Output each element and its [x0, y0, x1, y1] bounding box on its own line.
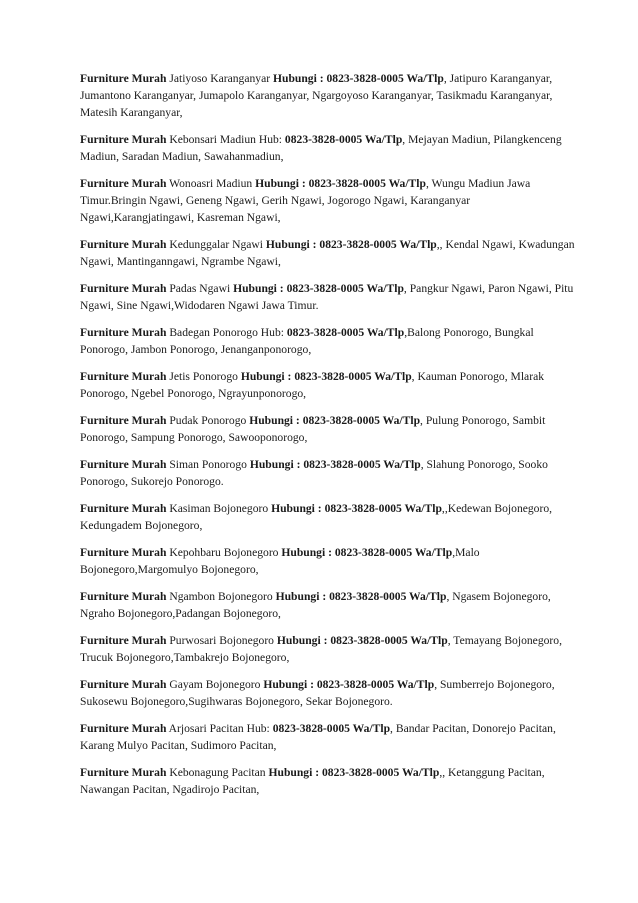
paragraph-rest: ,Malo Bojonegoro,Margomulyo Bojonegoro, — [80, 546, 480, 576]
paragraph-title: Furniture Murah — [80, 502, 167, 515]
paragraph-contact: Hubungi : 0823-3828-0005 Wa/Tlp — [240, 370, 412, 383]
paragraph — [80, 720, 580, 754]
paragraph-title: Furniture Murah — [80, 133, 167, 146]
paragraph-lead: Pudak Ponorogo — [166, 414, 250, 427]
paragraph-title: Furniture Murah — [80, 282, 167, 295]
paragraph-title: Furniture Murah — [80, 326, 167, 339]
paragraph-lead: Purwosari Bojonegoro — [166, 634, 277, 647]
paragraph-contact: 0823-3828-0005 Wa/Tlp — [286, 326, 405, 339]
paragraph — [80, 175, 580, 226]
paragraph-contact: Hubungi : 0823-3828-0005 Wa/Tlp — [249, 414, 421, 427]
paragraph-title: Furniture Murah — [80, 414, 167, 427]
paragraph-title: Furniture Murah — [80, 590, 167, 603]
paragraph-title: Furniture Murah — [80, 678, 167, 691]
paragraph-rest: , Mejayan Madiun, Pilangkenceng Madiun, Saradan Madiun, Sawahanmadiun, — [80, 133, 562, 163]
paragraph — [80, 588, 580, 622]
paragraph-rest: ,, Kendal Ngawi, Kwadungan Ngawi, Mantinganngawi, Ngrambe Ngawi, — [80, 238, 575, 268]
paragraph-rest: , Temayang Bojonegoro, Trucuk Bojonegoro,Tambakrejo Bojonegoro, — [80, 634, 562, 664]
paragraph-contact: Hubungi : 0823-3828-0005 Wa/Tlp — [268, 766, 440, 779]
paragraph-lead: Siman Ponorogo — [166, 458, 250, 471]
paragraph-title: Furniture Murah — [80, 766, 167, 779]
paragraph-rest: , Sumberrejo Bojonegoro, Sukosewu Bojonegoro,Sugihwaras Bojonegoro, Sekar Bojonegoro. — [80, 678, 555, 708]
paragraph — [80, 544, 580, 578]
paragraph-lead: Kepohbaru Bojonegoro — [166, 546, 282, 559]
paragraph-rest: , Jatipuro Karanganyar, Jumantono Karanganyar, Jumapolo Karanganyar, Ngargoyoso Karanganyar, Tasikmadu Karanganyar, Matesih Karanganyar, — [80, 72, 553, 119]
paragraph-contact: Hubungi : 0823-3828-0005 Wa/Tlp — [233, 282, 404, 295]
paragraph-lead: Padas Ngawi — [166, 282, 234, 295]
paragraph-lead: Ngambon Bojonegoro — [166, 590, 276, 603]
paragraph-rest: , Ngasem Bojonegoro, Ngraho Bojonegoro,Padangan Bojonegoro, — [80, 590, 551, 620]
paragraph-contact: Hubungi : 0823-3828-0005 Wa/Tlp — [255, 177, 426, 190]
paragraph-lead: Kebonagung Pacitan — [166, 766, 269, 779]
paragraph-title: Furniture Murah — [80, 546, 167, 559]
paragraph-title: Furniture Murah — [80, 370, 167, 383]
paragraph-rest: , Slahung Ponorogo, Sooko Ponorogo, Sukorejo Ponorogo. — [80, 458, 548, 488]
paragraph-rest: , Bandar Pacitan, Donorejo Pacitan, Karang Mulyo Pacitan, Sudimoro Pacitan, — [80, 722, 556, 752]
paragraph-rest: ,, Ketanggung Pacitan, Nawangan Pacitan, Ngadirojo Pacitan, — [80, 766, 545, 796]
paragraph-lead: Kasiman Bojonegoro — [166, 502, 272, 515]
paragraph — [80, 324, 580, 358]
document-page — [80, 70, 580, 808]
paragraph-lead: Badegan Ponorogo Hub: — [166, 326, 287, 339]
paragraph — [80, 368, 580, 402]
paragraph-contact: Hubungi : 0823-3828-0005 Wa/Tlp — [263, 678, 435, 691]
paragraph — [80, 632, 580, 666]
paragraph-title: Furniture Murah — [80, 238, 167, 251]
paragraph-contact: Hubungi : 0823-3828-0005 Wa/Tlp — [275, 590, 447, 603]
paragraph — [80, 236, 580, 270]
paragraph — [80, 456, 580, 490]
paragraph — [80, 764, 580, 798]
paragraph-contact: 0823-3828-0005 Wa/Tlp — [284, 133, 403, 146]
paragraph-title: Furniture Murah — [80, 722, 167, 735]
paragraph-rest: , Wungu Madiun Jawa Timur.Bringin Ngawi, Geneng Ngawi, Gerih Ngawi, Jogorogo Ngawi, Karanganyar Ngawi,Karangjatingawi, Kasreman Ngawi, — [80, 177, 531, 224]
paragraph-contact: Hubungi : 0823-3828-0005 Wa/Tlp — [273, 72, 444, 85]
paragraph-lead: Gayam Bojonegoro — [166, 678, 264, 691]
paragraph-title: Furniture Murah — [80, 458, 167, 471]
paragraph — [80, 70, 580, 121]
paragraph-title: Furniture Murah — [80, 72, 167, 85]
paragraph-rest: ,Balong Ponorogo, Bungkal Ponorogo, Jambon Ponorogo, Jenanganponorogo, — [80, 326, 534, 356]
paragraph-title: Furniture Murah — [80, 177, 167, 190]
paragraph-title: Furniture Murah — [80, 634, 167, 647]
paragraph-lead: Arjosari Pacitan Hub: — [166, 722, 273, 735]
paragraph-contact: 0823-3828-0005 Wa/Tlp — [272, 722, 391, 735]
paragraph-lead: Jetis Ponorogo — [166, 370, 241, 383]
paragraph — [80, 412, 580, 446]
paragraph-rest: ,,Kedewan Bojonegoro, Kedungadem Bojonegoro, — [80, 502, 553, 532]
paragraph-contact: Hubungi : 0823-3828-0005 Wa/Tlp — [265, 238, 437, 251]
paragraph — [80, 131, 580, 165]
paragraph-lead: Kebonsari Madiun Hub: — [166, 133, 285, 146]
paragraph-lead: Kedunggalar Ngawi — [166, 238, 266, 251]
paragraph-contact: Hubungi : 0823-3828-0005 Wa/Tlp — [271, 502, 442, 515]
paragraph-contact: Hubungi : 0823-3828-0005 Wa/Tlp — [249, 458, 421, 471]
paragraph-contact: Hubungi : 0823-3828-0005 Wa/Tlp — [281, 546, 453, 559]
paragraph-rest: , Kauman Ponorogo, Mlarak Ponorogo, Ngebel Ponorogo, Ngrayunponorogo, — [80, 370, 545, 400]
paragraph — [80, 280, 580, 314]
paragraph — [80, 500, 580, 534]
paragraph — [80, 676, 580, 710]
paragraph-rest: , Pangkur Ngawi, Paron Ngawi, Pitu Ngawi, Sine Ngawi,Widodaren Ngawi Jawa Timur. — [80, 282, 574, 312]
paragraph-lead: Wonoasri Madiun — [166, 177, 256, 190]
paragraph-rest: , Pulung Ponorogo, Sambit Ponorogo, Sampung Ponorogo, Sawooponorogo, — [80, 414, 546, 444]
paragraph-contact: Hubungi : 0823-3828-0005 Wa/Tlp — [276, 634, 448, 647]
paragraph-lead: Jatiyoso Karanganyar — [166, 72, 273, 85]
